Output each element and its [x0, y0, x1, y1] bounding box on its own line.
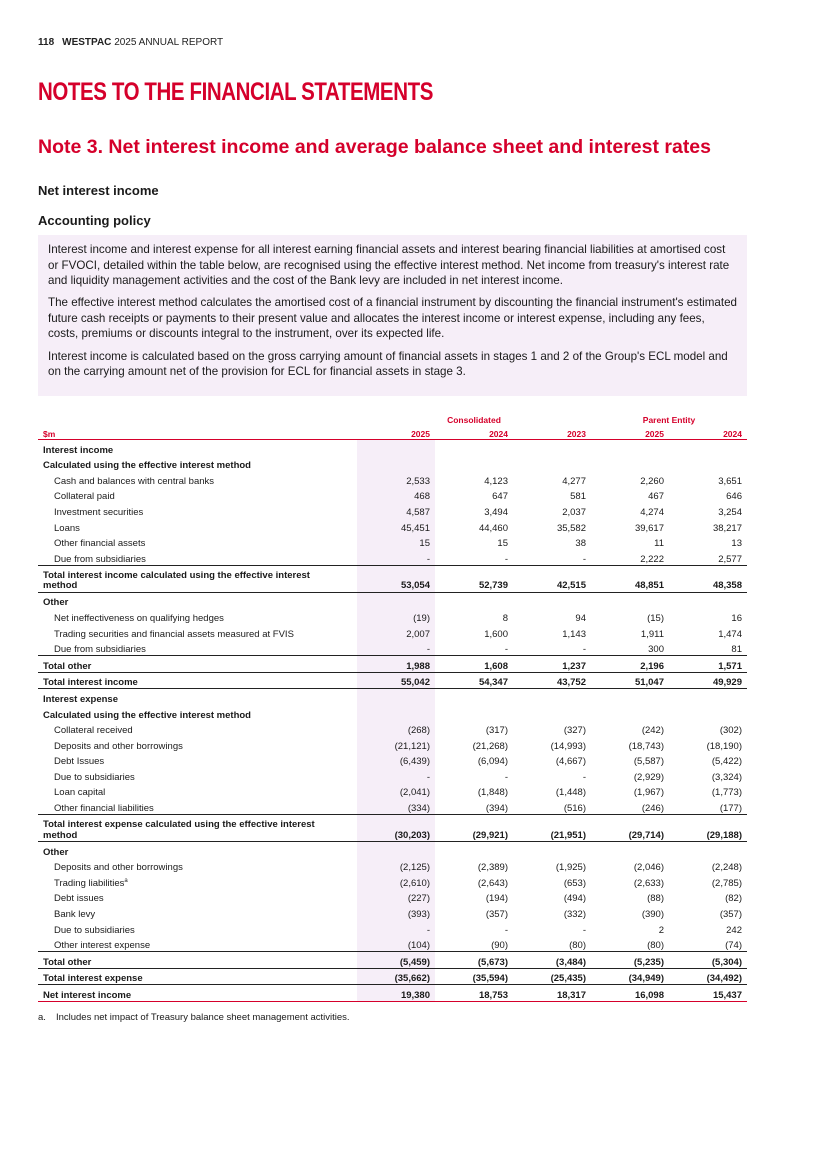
- table-cell: (1,848): [477, 787, 508, 799]
- table-cell: -: [504, 924, 508, 936]
- table-cell: 45,451: [357, 518, 435, 534]
- row-label-text: Trading liabilities: [54, 877, 125, 889]
- table-cell: 35,582: [556, 522, 586, 534]
- table-cell: -: [357, 920, 435, 936]
- table-cell: [669, 440, 747, 456]
- table-row: [38, 705, 747, 721]
- header-brand: WESTPAC: [62, 37, 112, 48]
- table-cell: 15,437: [669, 985, 747, 1002]
- table-row: [38, 440, 747, 456]
- row-label-text: Due to subsidiaries: [54, 924, 135, 936]
- table-cell: 52,739: [435, 565, 513, 592]
- row-label-text: Due from subsidiaries: [54, 553, 146, 565]
- table-cell: 81: [731, 644, 742, 656]
- table-cell: [357, 705, 435, 721]
- table-row: [38, 487, 747, 503]
- table-cell: (2,643): [477, 877, 508, 889]
- parent-entity-group-header: Parent Entity: [642, 415, 696, 425]
- column-header: 2025: [591, 425, 669, 440]
- table-cell: (30,203): [357, 815, 435, 842]
- table-cell: -: [582, 771, 586, 783]
- table-cell: [435, 456, 513, 472]
- table-cell: (25,435): [513, 968, 591, 985]
- row-label: [38, 858, 357, 874]
- table-cell: (80): [647, 940, 664, 952]
- table-cell: (334): [357, 798, 435, 814]
- table-cell: 1,237: [513, 656, 591, 673]
- row-label-text: Deposits and other borrowings: [54, 862, 183, 874]
- row-label: [38, 705, 357, 721]
- table-cell: (227): [357, 889, 435, 905]
- row-label-text: Collateral paid: [54, 491, 115, 503]
- table-cell: (3,324): [711, 771, 742, 783]
- row-label-text: Loan capital: [54, 787, 106, 799]
- table-cell: (35,594): [435, 968, 513, 985]
- row-label: [38, 656, 357, 673]
- table-cell: 467: [648, 491, 664, 503]
- row-label: [38, 518, 357, 534]
- table-cell: (393): [357, 904, 435, 920]
- table-cell: -: [357, 640, 435, 656]
- table-cell: (15): [647, 612, 664, 624]
- row-label-text: Trading securities and financial assets measured at FVIS: [54, 628, 294, 640]
- table-cell: (390): [641, 909, 664, 921]
- table-cell: [669, 689, 747, 705]
- table-cell: (5,235): [591, 952, 669, 969]
- table-cell: (1,925): [555, 862, 586, 874]
- table-cell: 2,260: [640, 475, 664, 487]
- row-label-text: Other financial liabilities: [54, 803, 154, 815]
- table-cell: (21,268): [472, 740, 508, 752]
- table-cell: 646: [726, 491, 742, 503]
- row-label-text: Total interest income calculated using the effective interest method: [43, 569, 310, 592]
- row-label: [38, 721, 357, 737]
- table-cell: 300: [648, 644, 664, 656]
- table-row: [38, 565, 747, 592]
- row-label-text: Deposits and other borrowings: [54, 740, 183, 752]
- table-cell: [435, 842, 513, 858]
- table-cell: 3,651: [718, 475, 742, 487]
- footnote: [38, 1012, 360, 1023]
- table-cell: (29,921): [435, 815, 513, 842]
- table-cell: (332): [563, 909, 586, 921]
- running-header: [38, 37, 223, 48]
- table-cell: 16: [731, 612, 742, 624]
- table-cell: -: [504, 644, 508, 656]
- table-row: [38, 456, 747, 472]
- table-cell: (1,773): [711, 787, 742, 799]
- table-cell: 2,533: [357, 471, 435, 487]
- table-row: [38, 721, 747, 737]
- row-label-text: Investment securities: [54, 506, 144, 518]
- row-label: [38, 815, 357, 842]
- table-cell: [435, 705, 513, 721]
- row-label-text: Bank levy: [54, 909, 96, 921]
- table-row: [38, 502, 747, 518]
- table-cell: (2,041): [357, 783, 435, 799]
- policy-paragraph: The effective interest method calculates the amortised cost of a financial instrument by discounting the financial instrument's estimated future cash receipts or payments to their present value and allocates the interest income or interest expense, including any fees, costs, premiums or discounts integral to the instrument, over its expected life.: [48, 296, 737, 341]
- table-cell: (6,094): [477, 756, 508, 768]
- table-cell: (2,610): [357, 873, 435, 889]
- table-cell: 468: [357, 487, 435, 503]
- table-cell: (6,439): [357, 752, 435, 768]
- table-row: [38, 672, 747, 689]
- table-cell: (302): [719, 725, 742, 737]
- net-interest-income-table: [38, 411, 747, 1002]
- table-cell: 4,587: [357, 502, 435, 518]
- table-cell: -: [582, 924, 586, 936]
- table-cell: 2,222: [640, 553, 664, 565]
- table-cell: 13: [731, 538, 742, 550]
- row-label-text: Loans: [54, 522, 80, 534]
- row-label-text: Total interest expense: [43, 973, 143, 985]
- table-cell: 38: [575, 538, 586, 550]
- table-cell: (5,304): [669, 952, 747, 969]
- table-cell: 15: [497, 538, 508, 550]
- table-row: [38, 736, 747, 752]
- table-cell: (18,743): [628, 740, 664, 752]
- row-label: [38, 767, 357, 783]
- table-cell: (80): [569, 940, 586, 952]
- table-cell: 39,617: [634, 522, 664, 534]
- row-label: [38, 842, 357, 858]
- table-cell: (5,459): [357, 952, 435, 969]
- accounting-policy-panel: [38, 235, 747, 396]
- row-label: [38, 440, 357, 456]
- row-label: [38, 920, 357, 936]
- row-label-text: Calculated using the effective interest method: [43, 709, 251, 721]
- row-label-text: Debt Issues: [54, 756, 105, 768]
- table-cell: (3,484): [513, 952, 591, 969]
- table-cell: (357): [719, 909, 742, 921]
- table-cell: (29,714): [591, 815, 669, 842]
- table-row: [38, 518, 747, 534]
- table-cell: -: [357, 549, 435, 565]
- table-cell: (90): [491, 940, 508, 952]
- table-cell: 18,317: [513, 985, 591, 1002]
- table-row: [38, 656, 747, 673]
- table-cell: 44,460: [478, 522, 508, 534]
- table-cell: 53,054: [357, 565, 435, 592]
- row-label: [38, 873, 357, 889]
- table-cell: (494): [563, 893, 586, 905]
- footnote-reference: a: [124, 877, 128, 884]
- table-row: [38, 689, 747, 705]
- table-row: [38, 471, 747, 487]
- column-header: 2024: [669, 425, 747, 440]
- table-cell: (14,993): [550, 740, 586, 752]
- table-cell: [513, 440, 591, 456]
- table-cell: (653): [563, 877, 586, 889]
- table-cell: [357, 440, 435, 456]
- table-cell: 1,474: [718, 628, 742, 640]
- table-cell: 2: [658, 924, 664, 936]
- table-row: [38, 952, 747, 969]
- row-label: [38, 672, 357, 689]
- table-cell: (18,190): [706, 740, 742, 752]
- row-label-text: Other: [43, 597, 69, 609]
- table-cell: (2,248): [711, 862, 742, 874]
- table-cell: 1,911: [640, 628, 664, 640]
- row-label-text: Due from subsidiaries: [54, 644, 146, 656]
- row-label: [38, 752, 357, 768]
- table-cell: (21,951): [513, 815, 591, 842]
- footnote-marker: a.: [38, 1012, 46, 1023]
- table-cell: [669, 456, 747, 472]
- table-row: [38, 904, 747, 920]
- table-cell: (104): [357, 936, 435, 952]
- row-label: [38, 985, 357, 1002]
- column-header: 2024: [435, 425, 513, 440]
- table-row: [38, 858, 747, 874]
- row-label: [38, 456, 357, 472]
- table-cell: (29,188): [669, 815, 747, 842]
- table-cell: (357): [485, 909, 508, 921]
- table-cell: 48,851: [591, 565, 669, 592]
- table-cell: [669, 705, 747, 721]
- table-row: [38, 752, 747, 768]
- table-row: [38, 815, 747, 842]
- table-cell: -: [504, 771, 508, 783]
- row-label: [38, 736, 357, 752]
- table-cell: [513, 705, 591, 721]
- consolidated-group-header: Consolidated: [447, 415, 501, 425]
- table-row: [38, 592, 747, 608]
- table-cell: 1,143: [562, 628, 586, 640]
- section-title: NOTES TO THE FINANCIAL STATEMENTS: [38, 78, 433, 106]
- note-title: Note 3. Net interest income and average balance sheet and interest rates: [38, 136, 711, 158]
- table-cell: 43,752: [513, 672, 591, 689]
- table-cell: 42,515: [513, 565, 591, 592]
- table-cell: [591, 440, 669, 456]
- table-cell: 8: [502, 612, 508, 624]
- table-cell: 54,347: [435, 672, 513, 689]
- table-cell: (74): [725, 940, 742, 952]
- table-cell: (268): [357, 721, 435, 737]
- table-cell: (177): [719, 803, 742, 815]
- table-cell: (5,422): [711, 756, 742, 768]
- table-cell: -: [357, 767, 435, 783]
- table-cell: [435, 440, 513, 456]
- table-cell: (88): [647, 893, 664, 905]
- row-label: [38, 952, 357, 969]
- table-cell: (2,633): [633, 877, 664, 889]
- row-label: [38, 487, 357, 503]
- table-cell: [513, 842, 591, 858]
- table-cell: 581: [570, 491, 586, 503]
- table-cell: 2,037: [562, 506, 586, 518]
- table-cell: [435, 689, 513, 705]
- table-cell: (2,929): [633, 771, 664, 783]
- table-cell: (35,662): [357, 968, 435, 985]
- row-label-text: Total interest income: [43, 677, 138, 689]
- table-cell: 2,577: [718, 553, 742, 565]
- table-cell: (5,673): [435, 952, 513, 969]
- row-label-text: Other interest expense: [54, 940, 151, 952]
- table-cell: 3,254: [718, 506, 742, 518]
- row-label-text: Net ineffectiveness on qualifying hedges: [54, 612, 224, 624]
- table-cell: 242: [726, 924, 742, 936]
- table-cell: 18,753: [435, 985, 513, 1002]
- row-label: [38, 783, 357, 799]
- row-label: [38, 904, 357, 920]
- table-cell: (327): [563, 725, 586, 737]
- table-cell: (34,949): [591, 968, 669, 985]
- table-cell: 4,123: [484, 475, 508, 487]
- row-label: [38, 624, 357, 640]
- table-cell: (1,448): [555, 787, 586, 799]
- table-cell: -: [504, 553, 508, 565]
- table-cell: 1,988: [357, 656, 435, 673]
- row-label: [38, 471, 357, 487]
- row-label-text: Calculated using the effective interest method: [43, 460, 251, 472]
- row-label-text: Debt issues: [54, 893, 104, 905]
- table-cell: 16,098: [591, 985, 669, 1002]
- table-cell: (2,785): [711, 877, 742, 889]
- table-cell: 55,042: [357, 672, 435, 689]
- table-row: [38, 549, 747, 565]
- table-cell: 11: [654, 538, 664, 550]
- table-row: [38, 640, 747, 656]
- policy-heading: Accounting policy: [38, 213, 151, 228]
- row-label-text: Total other: [43, 956, 92, 968]
- table-cell: [591, 689, 669, 705]
- row-label: [38, 608, 357, 624]
- table-cell: (2,125): [357, 858, 435, 874]
- page-number: 118: [38, 37, 55, 48]
- table-row: [38, 889, 747, 905]
- table-cell: [513, 592, 591, 608]
- table-cell: (516): [563, 803, 586, 815]
- table-cell: [591, 705, 669, 721]
- table-cell: 49,929: [669, 672, 747, 689]
- table-row: [38, 920, 747, 936]
- table-cell: [669, 592, 747, 608]
- table-cell: [591, 592, 669, 608]
- row-label-text: Total other: [43, 660, 92, 672]
- table-row: [38, 798, 747, 814]
- policy-paragraph: Interest income is calculated based on the gross carrying amount of financial assets in stages 1 and 2 of the Group's ECL model and on the carrying amount net of the provision for ECL for financial assets in stage 3.: [48, 349, 728, 379]
- table-cell: 647: [492, 491, 508, 503]
- table-cell: (82): [725, 893, 742, 905]
- table-cell: (5,587): [633, 756, 664, 768]
- table-row: [38, 936, 747, 952]
- table-cell: [357, 456, 435, 472]
- table-cell: (2,046): [633, 862, 664, 874]
- table-cell: 94: [575, 612, 586, 624]
- table-cell: 3,494: [484, 506, 508, 518]
- table-cell: (19): [357, 608, 435, 624]
- table-cell: [513, 689, 591, 705]
- row-label: [38, 534, 357, 550]
- table-cell: [513, 456, 591, 472]
- table-cell: 1,600: [484, 628, 508, 640]
- table-cell: 48,358: [669, 565, 747, 592]
- table-cell: 4,274: [640, 506, 664, 518]
- table-cell: [357, 842, 435, 858]
- unit-label: $m: [38, 425, 357, 440]
- row-label-text: Interest income: [43, 444, 114, 456]
- table-row: [38, 968, 747, 985]
- row-label-text: Other: [43, 846, 69, 858]
- table-cell: -: [582, 553, 586, 565]
- table-cell: 19,380: [357, 985, 435, 1002]
- column-header: 2025: [357, 425, 435, 440]
- row-label: [38, 798, 357, 814]
- table-cell: (394): [485, 803, 508, 815]
- table-cell: [435, 592, 513, 608]
- row-label-text: Net interest income: [43, 990, 132, 1001]
- row-label-text: Collateral received: [54, 725, 133, 737]
- row-label: [38, 549, 357, 565]
- table-cell: (317): [485, 725, 508, 737]
- table-row: [38, 783, 747, 799]
- table-row: [38, 873, 747, 889]
- row-label: [38, 502, 357, 518]
- table-cell: [357, 689, 435, 705]
- table-cell: [591, 842, 669, 858]
- row-label-text: Other financial assets: [54, 538, 146, 550]
- table-cell: [669, 842, 747, 858]
- table-row: [38, 534, 747, 550]
- table-cell: 1,571: [669, 656, 747, 673]
- table-cell: (242): [641, 725, 664, 737]
- table-cell: [357, 592, 435, 608]
- table-cell: (4,667): [555, 756, 586, 768]
- table-row: [38, 608, 747, 624]
- row-label-text: Cash and balances with central banks: [54, 475, 215, 487]
- table-cell: (34,492): [669, 968, 747, 985]
- row-label: [38, 968, 357, 985]
- table-cell: 2,007: [357, 624, 435, 640]
- column-header: 2023: [513, 425, 591, 440]
- row-label: [38, 592, 357, 608]
- header-report: 2025 ANNUAL REPORT: [114, 37, 224, 48]
- table-cell: 15: [357, 534, 435, 550]
- table-cell: (2,389): [477, 862, 508, 874]
- policy-paragraph: Interest income and interest expense for all interest earning financial assets and interest bearing financial liabilities at amortised cost or FVOCI, detailed within the table below, are recognised using the effective interest method. Net income from treasury's interest rate and liquidity management activities and the cost of the Bank levy are included in net interest income.: [48, 243, 730, 288]
- table-cell: 1,608: [435, 656, 513, 673]
- table-cell: (194): [485, 893, 508, 905]
- table-row: [38, 985, 747, 1002]
- table-row: [38, 767, 747, 783]
- table-cell: -: [582, 644, 586, 656]
- subheading: Net interest income: [38, 183, 159, 198]
- footnote-text: Includes net impact of Treasury balance sheet management activities.: [55, 1012, 350, 1023]
- row-label-text: Total interest expense calculated using the effective interest method: [43, 819, 315, 841]
- row-label-text: Interest expense: [43, 693, 118, 705]
- table-cell: 51,047: [591, 672, 669, 689]
- row-label: [38, 565, 357, 592]
- table-row: [38, 842, 747, 858]
- table-cell: (21,121): [357, 736, 435, 752]
- table-cell: (1,967): [633, 787, 664, 799]
- table-cell: 38,217: [712, 522, 742, 534]
- row-label: [38, 936, 357, 952]
- row-label: [38, 689, 357, 705]
- table-cell: (246): [641, 803, 664, 815]
- row-label-text: Due to subsidiaries: [54, 771, 135, 783]
- table-row: [38, 624, 747, 640]
- row-label: [38, 889, 357, 905]
- table-cell: [591, 456, 669, 472]
- table-cell: 2,196: [591, 656, 669, 673]
- row-label: [38, 640, 357, 656]
- table-cell: 4,277: [562, 475, 586, 487]
